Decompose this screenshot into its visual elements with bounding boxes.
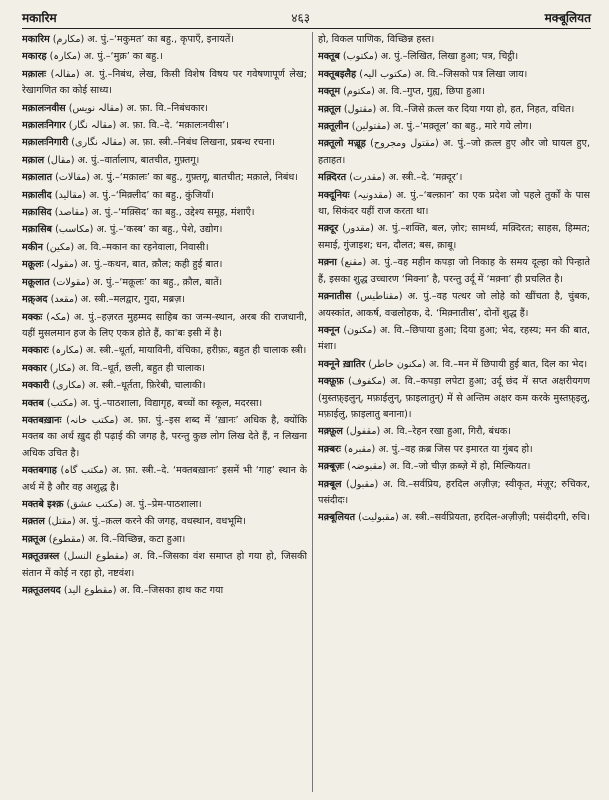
dictionary-entry: मक्कारी (مکاری) अ. स्त्री.–धूर्तता, फ़िरेबी, चालाकी। xyxy=(22,380,206,392)
definition: अ. स्त्री.–धूर्तता, फ़िरेबी, चालाकी। xyxy=(88,380,206,392)
headword: मक़ूलः xyxy=(22,259,44,271)
dictionary-entry: मक्कार (مکار) अ. वि.–धूर्त, छली, बहुत ही चालाक। xyxy=(22,362,206,374)
dictionary-entry: मक़्फ़ूल (مقفول) अ. वि.–रेहन रखा हुआ, गिरौ, बंधक। xyxy=(318,426,511,438)
urdu-spelling: مقالہ نگار xyxy=(72,120,113,132)
dictionary-entry: मक्कः (مکہ) अ. पुं.–हज़रत मुहम्मद साहिब का जन्म-स्थान, अरब की राजधानी, यहीं मुसलमान हज के लिए एकत्र होते हैं, का'बः इसी में है। xyxy=(22,311,307,339)
urdu-spelling: مکار xyxy=(53,362,72,374)
dictionary-entry: मकारह (مکارہ) अ. पुं.–‘मुक्र’ का बहु.। xyxy=(22,51,163,63)
definition: अ. पुं.–‘मिक़्लीद’ का बहु., कुंजियाँ। xyxy=(89,189,214,201)
definition: अ. पुं.–लिखित, लिखा हुआ; पत्र, चिट्ठी। xyxy=(380,51,519,63)
headword: मक़ाल xyxy=(22,154,45,166)
definition: अ. फ़ा. वि.–निबंधकार। xyxy=(126,102,208,114)
headword: मक्तूम xyxy=(318,86,341,98)
headword: मक़्बूलियत xyxy=(318,512,356,524)
headword: मक़्तल xyxy=(22,516,45,528)
definition: अ. स्त्री.–सर्वप्रियता, हरदिल-अज़ीज़ी; पसंदीदगी, रुचि। xyxy=(401,512,590,524)
dictionary-entry: मक़्तूअ (مقطوع) अ. वि.–विच्छिन्न, कटा हुआ। xyxy=(22,533,186,545)
definition: अ. वि.–मन में छिपायी हुई बात, दिल का भेद। xyxy=(428,358,588,370)
definition: अ. फ़ा. स्त्री.–दे. ‘मक्तबख़ानः’ इसमें भी ‘गाह’ स्थान के अर्थ में है और वह अशुद्ध है। xyxy=(22,465,307,493)
headword: मक़ासिब xyxy=(22,224,53,236)
definition: अ. पुं.–‘मक़्सिद’ का बहु., उद्देश्य समूह, मंशाएँ। xyxy=(91,207,255,219)
dictionary-entry: मक़ालः (مقالہ) अ. पुं.–निबंध, लेख, किसी विशेष विषय पर गवेषणापूर्ण लेख; रेखागणित का कोई साध्य। xyxy=(22,68,307,97)
urdu-spelling: مکارم xyxy=(56,34,81,45)
headword: मक़्अद xyxy=(22,294,48,306)
dictionary-entry: मक़्तल (مقتل) अ. पुं.–क़त्ल करने की जगह, वधस्थान, वधभूमि। xyxy=(22,516,246,528)
definition: अ. पुं.–कथन, बात, क़ौल; कही हुई बात। xyxy=(80,259,223,271)
dictionary-entry: मक्दूनियः (مقدونیہ) अ. पुं.–‘बल्क़ान’ का एक प्रदेश जो पहले तुर्कों के पास था, सिकंदर यहीं राज करता था। xyxy=(318,189,590,218)
definition: अ. वि.–जिसका हाथ कट गया xyxy=(119,585,224,596)
definition: अ. वि.–मकान का रहनेवाला, निवासी। xyxy=(77,241,209,253)
definition: अ. पुं.–वह महीन कपड़ा जो निकाह के समय दूल्हा को पिन्हाते हैं, इसका शुद्ध उच्चारण ‘मिक्ना’ है, परन्तु उर्दू में ‘मक़्ना’ ही प्रचलित है। xyxy=(318,257,590,285)
header-right-word: मक्बूलियत xyxy=(544,10,591,25)
headword: मक्तूबइलैह xyxy=(318,68,357,80)
dictionary-entry: मक़ालीद (مقالید) अ. पुं.–‘मिक़्लीद’ का बहु., कुंजियाँ। xyxy=(22,189,214,201)
headword: मक़्तूअ xyxy=(22,533,46,545)
headword: मक़्बरः xyxy=(318,443,341,455)
headword: मकारह xyxy=(22,51,47,63)
dictionary-entry: मक्तूम (مکتوم) अ. वि.–गुप्त, गुह्य, छिपा हुआ। xyxy=(318,86,485,98)
definition: अ. वि.–सर्वप्रिय, हरदिल अज़ीज़; स्वीकृत, मंज़ूर; रुचिकर, पसंदीदः। xyxy=(318,478,590,506)
urdu-spelling: مقال xyxy=(50,154,71,166)
definition: अ. पुं.–‘मक़ालः’ का बहु., गुफ़्तगू, बातचीत; मक़ाले, निबंध। xyxy=(93,172,298,184)
urdu-spelling: مکہ xyxy=(50,311,67,323)
definition: अ. वि.–धूर्त, छली, बहुत ही चालाक। xyxy=(78,362,206,374)
urdu-spelling: مکتب xyxy=(50,397,74,409)
definition: अ. पुं.–‘मकुमत’ का बहु., कृपाएँ, इनायतें। xyxy=(87,34,234,45)
dictionary-entry: मक्तब (مکتب) अ. पुं.–पाठशाला, विद्यागृह, बच्चों का स्कूल, मदरसा। xyxy=(22,397,263,409)
dictionary-entry: मक्कारः (مکارہ) अ. स्त्री.–धूर्ता, मायाविनी, वंचिका, हरीफ़ः, बहुत ही चालाक स्त्री। xyxy=(22,345,307,357)
dictionary-entry: मक़ालःनिगारी (مقالہ نگاری) अ. फ़ा. स्त्री.–निबंध लिखना, प्रबन्ध रचना। xyxy=(22,137,276,149)
dictionary-entry xyxy=(318,32,590,48)
urdu-spelling: مقعد xyxy=(54,294,74,306)
definition: अ. पुं.–क़त्ल करने की जगह, वधस्थान, वधभूमि। xyxy=(78,516,246,528)
urdu-spelling: مکین xyxy=(49,241,71,253)
urdu-spelling: مکارہ xyxy=(55,345,80,357)
dictionary-entry: मक़ूलः (مقولہ) अ. पुं.–कथन, बात, क़ौल; कही हुई बात। xyxy=(22,259,223,271)
urdu-spelling: مقبول xyxy=(349,478,375,490)
definition: अ. फ़ा. वि.–दे. ‘मक़ालःनवीस’। xyxy=(119,120,229,132)
headword: मक्नून xyxy=(318,324,340,336)
dictionary-entry: मक़्अद (مقعد) अ. स्त्री.–मलद्वार, गुदा, मब्रज़। xyxy=(22,294,185,306)
urdu-spelling: مکتوم xyxy=(346,86,372,98)
dictionary-entry: मक़्बरः (مقبرہ) अ. पुं.–वह क़ब्र जिस पर इमारत या गुंबद हो। xyxy=(318,443,533,455)
definition: अ. पुं.–प्रेम-पाठशाला। xyxy=(125,498,202,510)
headword: मक्तबगाह xyxy=(22,465,57,477)
definition: अ. पुं.–‘कस्ब’ का बहु., पेशे, उद्योग। xyxy=(96,224,223,236)
definition: अ. वि.–छिपाया हुआ; दिया हुआ; भेद, रहस्य; मन की बात, मंशा। xyxy=(318,324,590,353)
headword: मकीन xyxy=(22,241,43,253)
urdu-spelling: مقالہ xyxy=(54,68,76,80)
dictionary-entry: मक़्तूउलयद (مقطوع الید) अ. वि.–जिसका हाथ कट गया xyxy=(22,585,224,596)
headword: मक़ालः xyxy=(22,68,47,80)
urdu-spelling: مکاسب xyxy=(58,224,90,236)
headword: मक्फ़ूफ़ xyxy=(318,376,344,388)
headword: मक्तूब xyxy=(318,51,340,63)
headword: मक़्तूलीन xyxy=(318,121,349,133)
urdu-spelling: مقالہ نویس xyxy=(72,102,120,114)
definition: हो, विकल पाणिक, विच्छिन्न हस्त। xyxy=(318,34,435,45)
urdu-spelling: مقبولیت xyxy=(361,512,395,524)
headword: मक्तबख़ानः xyxy=(22,414,62,426)
urdu-spelling: مقنع xyxy=(344,257,363,269)
urdu-spelling: مقطوع xyxy=(52,533,82,545)
definition: अ. पुं.–वार्तालाप, बातचीत, गुफ़्तगू। xyxy=(77,154,200,166)
dictionary-entry: मक्तूबइलैह (مکتوب الیہ) अ. वि.–जिसको पत्र लिखा जाय। xyxy=(318,68,528,80)
page-header xyxy=(22,6,591,29)
urdu-spelling: مقدور xyxy=(345,223,371,235)
dictionary-entry: मक़ूलात (مقولات) अ. पुं.–‘मक़ूलः’ का बहु., क़ौल, बातें। xyxy=(22,276,223,288)
headword: मक्नूने ख़ातिर xyxy=(318,358,366,370)
headword: मक़्तूउन्नस्ल xyxy=(22,551,60,563)
dictionary-entry: मक़्तूलीन (مقتولین) अ. पुं.–‘मक़्तूल’ का बहु., मारे गये लोग। xyxy=(318,121,532,133)
urdu-spelling: مقفول xyxy=(349,426,377,438)
urdu-spelling: مقالات xyxy=(58,172,87,184)
urdu-spelling: مقتل xyxy=(51,516,72,528)
urdu-spelling: مقالید xyxy=(58,189,83,201)
urdu-spelling: مکنون خاطر xyxy=(372,358,423,370)
column-divider xyxy=(312,32,313,792)
definition: अ. फ़ा. पुं.–इस शब्द में ‘ख़ानः’ अधिक है, क्योंकि मक्तब का अर्थ ख़ुद ही पढ़ाई की जगह है, परन्तु कुछ लोग लिख देते हैं, न लिखना अधिक उचित है। xyxy=(22,414,307,459)
headword: मक़ालःनवीस xyxy=(22,102,66,114)
urdu-spelling: مقولات xyxy=(56,276,86,288)
urdu-spelling: مکاری xyxy=(56,380,82,392)
definition: अ. पुं.–‘मुक्र’ का बहु.। xyxy=(83,51,163,63)
definition: अ. स्त्री.–धूर्ता, मायाविनी, वंचिका, हरीफ़ः, बहुत ही चालाक स्त्री। xyxy=(85,345,307,357)
definition: अ. वि.–जिसका वंश समाप्त हो गया हो, जिसकी संतान में कोई न रहा हो, नष्टवंश। xyxy=(22,551,307,579)
headword: मकारिम xyxy=(22,34,50,45)
urdu-spelling: مقتول xyxy=(347,103,373,115)
headword: मक़्तूलो मज़्रूह xyxy=(318,138,366,150)
definition: अ. वि.–जिसको पत्र लिखा जाय। xyxy=(414,68,528,80)
headword: मक़्बूल xyxy=(318,478,342,490)
definition: अ. वि.–गुप्त, गुह्य, छिपा हुआ। xyxy=(377,86,485,98)
definition: अ. पुं.–वह क़ब्र जिस पर इमारत या गुंबद हो। xyxy=(378,443,533,455)
dictionary-entry: मक़्दूर (مقدور) अ. पुं.–शक्ति, बल, ज़ोर; सामर्थ्य, मक़्दिरत; साहस, हिम्मत; समाई, गुंजाइश; धन, दौलत; बस, क़ाबू। xyxy=(318,223,590,251)
dictionary-entry: मक़्बूज़ः (مقبوضہ) अ. वि.–जो चीज़ क़ब्ज़े में हो, मिल्कियत। xyxy=(318,461,531,473)
definition: अ. पुं.–पाठशाला, विद्यागृह, बच्चों का स्कूल, मदरसा। xyxy=(80,397,263,409)
definition: अ. पुं.–‘मक़ूलः’ का बहु., क़ौल, बातें। xyxy=(92,276,223,288)
headword: मक्तबे इश्क़ xyxy=(22,498,64,510)
header-left-word: मकारिम xyxy=(22,10,57,25)
dictionary-entry: मक़्बूलियत (مقبولیت) अ. स्त्री.–सर्वप्रियता, हरदिल-अज़ीज़ी; पसंदीदगी, रुचि। xyxy=(318,512,590,524)
dictionary-entry: मक्तूब (مکتوب) अ. पुं.–लिखित, लिखा हुआ; पत्र, चिट्ठी। xyxy=(318,51,519,63)
urdu-spelling: مکفوف xyxy=(351,376,383,388)
dictionary-entry: मक्नूने ख़ातिर (مکنون خاطر) अ. वि.–मन में छिपायी हुई बात, दिल का भेद। xyxy=(318,358,588,370)
dictionary-entry: मक्तबगाह (مکتب گاہ) अ. फ़ा. स्त्री.–दे. ‘मक्तबख़ानः’ इसमें भी ‘गाह’ स्थान के अर्थ में है और वह अशुद्ध है। xyxy=(22,465,307,493)
headword: मक़ालःनिगार xyxy=(22,120,66,132)
definition: अ. पुं.–निबंध, लेख, किसी विशेष विषय पर गवेषणापूर्ण लेख; रेखागणित का कोई साध्य। xyxy=(22,68,307,97)
headword: मक़्फ़ूल xyxy=(318,426,343,438)
headword: मक्कः xyxy=(22,311,43,323)
headword: मक्कारी xyxy=(22,380,50,392)
definition: अ. पुं.–वह पत्थर जो लोहे को खींचता है, चुंबक, अयस्कांत, आकर्ष, वज्रलोहक, दे. ‘मिक़्नातीस’, दोनों शुद्ध हैं। xyxy=(318,291,590,319)
headword: मक़ालीद xyxy=(22,189,52,201)
headword: मक़्दिरत xyxy=(318,172,347,184)
dictionary-entry: मक़्दिरत (مقدرت) अ. स्त्री.–दे. ‘मक़्दूर’। xyxy=(318,172,463,184)
headword: मक्कार xyxy=(22,362,47,374)
headword: मक़्तूल xyxy=(318,103,341,115)
dictionary-entry: मक़ाल (مقال) अ. पुं.–वार्तालाप, बातचीत, गुफ़्तगू। xyxy=(22,154,200,166)
dictionary-entry: मक्फ़ूफ़ (مکفوف) अ. वि.–कपड़ा लपेटा हुआ; उर्दू छंद में सप्त अक्षरीयगण (मुस्तफ़्इलुन्, मफ़ाईलुन्, फ़ाइलातुन्) में से अन्तिम अक्षर कम करके मुस्तफ़्इलु, मफ़ाईलु, फ़ाइलातु बनाना)। xyxy=(318,376,590,420)
headword: मक़्दूर xyxy=(318,223,339,235)
definition: अ. पुं.–‘मक़्तूल’ का बहु., मारे गये लोग। xyxy=(393,121,532,133)
dictionary-entry: मकारिम (مکارم) अ. पुं.–‘मकुमत’ का बहु., कृपाएँ, इनायतें। xyxy=(22,34,234,45)
dictionary-entry: मकीन (مکین) अ. वि.–मकान का रहनेवाला, निवासी। xyxy=(22,241,209,253)
definition: अ. पुं.–‘बल्क़ान’ का एक प्रदेश जो पहले तुर्कों के पास था, सिकंदर यहीं राज करता था। xyxy=(318,189,590,218)
headword: मक्दूनियः xyxy=(318,189,350,201)
urdu-spelling: مقاصد xyxy=(58,207,85,219)
headword: मक़्नातीस xyxy=(318,291,352,303)
headword: मक़ासिद xyxy=(22,207,52,219)
dictionary-entry: मक़ालात (مقالات) अ. पुं.–‘मक़ालः’ का बहु., गुफ़्तगू, बातचीत; मक़ाले, निबंध। xyxy=(22,172,298,184)
definition: अ. वि.–कपड़ा लपेटा हुआ; उर्दू छंद में सप्त अक्षरीयगण (मुस्तफ़्इलुन्, मफ़ाईलुन्, फ़ाइलातुन्) में से अन्तिम अक्षर कम करके मुस्तफ़्इलु, मफ़ाईलु, फ़ाइलातु बनाना)। xyxy=(318,376,590,420)
urdu-spelling: مکارہ xyxy=(53,51,78,63)
dictionary-entry: मक़्तूलो मज़्रूह (مقتول ومجروح) अ. पुं.–जो क़त्ल हुए और जो घायल हुए, हताहत। xyxy=(318,138,590,166)
urdu-spelling: مکتوب الیہ xyxy=(362,68,408,80)
dictionary-entry: मक़ालःनिगार (مقالہ نگار) अ. फ़ा. वि.–दे. ‘मक़ालःनवीस’। xyxy=(22,120,229,132)
dictionary-entry: मक़्बूल (مقبول) अ. वि.–सर्वप्रिय, हरदिल अज़ीज़; स्वीकृत, मंज़ूर; रुचिकर, पसंदीदः। xyxy=(318,478,590,506)
left-column xyxy=(22,32,307,794)
urdu-spelling: مکتب خانہ xyxy=(69,414,115,426)
urdu-spelling: مقولہ xyxy=(50,259,74,271)
headword: मक्तब xyxy=(22,397,44,409)
urdu-spelling: مقطوع الید xyxy=(67,585,113,596)
definition: अ. वि.–विच्छिन्न, कटा हुआ। xyxy=(87,533,186,545)
dictionary-entry: मक़्नातीस (مقناطیس) अ. पुं.–वह पत्थर जो लोहे को खींचता है, चुंबक, अयस्कांत, आकर्ष, वज्रलोहक, दे. ‘मिक़्नातीस’, दोनों शुद्ध हैं। xyxy=(318,291,590,319)
headword: मक़ालात xyxy=(22,172,53,184)
urdu-spelling: مکنون xyxy=(347,324,373,336)
definition: अ. स्त्री.–मलद्वार, गुदा, मब्रज़। xyxy=(80,294,185,306)
definition: अ. फ़ा. स्त्री.–निबंध लिखना, प्रबन्ध रचना। xyxy=(129,137,276,149)
dictionary-entry: मक़ासिद (مقاصد) अ. पुं.–‘मक़्सिद’ का बहु., उद्देश्य समूह, मंशाएँ। xyxy=(22,207,255,219)
headword: मक़्ना xyxy=(318,257,337,269)
dictionary-entry: मक़ालःनवीस (مقالہ نویس) अ. फ़ा. वि.–निबंधकार। xyxy=(22,102,208,114)
headword: मक्कारः xyxy=(22,345,49,357)
headword: मक़्बूज़ः xyxy=(318,461,345,473)
urdu-spelling: مقبرہ xyxy=(347,443,372,455)
dictionary-entry: मक्नून (مکنون) अ. वि.–छिपाया हुआ; दिया हुआ; भेद, रहस्य; मन की बात, मंशा। xyxy=(318,324,590,353)
urdu-spelling: مقناطیس xyxy=(360,291,399,303)
headword: मक़ूलात xyxy=(22,276,50,288)
urdu-spelling: مقالہ نگاری xyxy=(74,137,123,149)
definition: अ. वि.–जिसे क़त्ल कर दिया गया हो, हत, निहत, वधित। xyxy=(379,103,575,115)
urdu-spelling: مقدرت xyxy=(352,172,382,184)
dictionary-entry: मक्तबे इश्क़ (مکتب عشق) अ. पुं.–प्रेम-पाठशाला। xyxy=(22,498,202,510)
urdu-spelling: مکتوب xyxy=(346,51,374,63)
dictionary-entry: मक्तबख़ानः (مکتب خانہ) अ. फ़ा. पुं.–इस शब्द में ‘ख़ानः’ अधिक है, क्योंकि मक्तब का अर्थ ख़ुद ही पढ़ाई की जगह है, परन्तु कुछ लोग लिख देते हैं, न लिखना अधिक उचित है। xyxy=(22,414,307,459)
definition: अ. वि.–रेहन रखा हुआ, गिरौ, बंधक। xyxy=(383,426,511,438)
dictionary-entry: मक़ासिब (مکاسب) अ. पुं.–‘कस्ब’ का बहु., पेशे, उद्योग। xyxy=(22,224,223,236)
dictionary-entry: मक़्तूउन्नस्ल (مقطوع النسل) अ. वि.–जिसका वंश समाप्त हो गया हो, जिसकी संतान में कोई न रहा हो, नष्टवंश। xyxy=(22,551,307,579)
definition: अ. पुं.–जो क़त्ल हुए और जो घायल हुए, हताहत। xyxy=(318,138,590,166)
right-column xyxy=(318,32,590,794)
dictionary-entry: मक़्ना (مقنع) अ. पुं.–वह महीन कपड़ा जो निकाह के समय दूल्हा को पिन्हाते हैं, इसका शुद्ध उच्चारण ‘मिक्ना’ है, परन्तु उर्दू में ‘मक़्ना’ ही प्रचलित है। xyxy=(318,257,590,285)
urdu-spelling: مکتب عشق xyxy=(70,498,119,510)
page-number: ४६३ xyxy=(291,10,311,25)
urdu-spelling: مکتب گاہ xyxy=(64,465,104,477)
dictionary-entry: मक़्तूल (مقتول) अ. वि.–जिसे क़त्ल कर दिया गया हो, हत, निहत, वधित। xyxy=(318,103,575,115)
urdu-spelling: مقتول ومجروح xyxy=(373,138,436,150)
urdu-spelling: مقطوع النسل xyxy=(67,551,125,563)
urdu-spelling: مقبوضہ xyxy=(350,461,383,473)
definition: अ. पुं.–हज़रत मुहम्मद साहिब का जन्म-स्थान, अरब की राजधानी, यहीं मुसलमान हज के लिए एकत्र होते हैं, का'बः इसी में है। xyxy=(22,311,307,339)
urdu-spelling: مقتولین xyxy=(355,121,387,133)
headword: मक़्तूउलयद xyxy=(22,585,61,596)
urdu-spelling: مقدونیہ xyxy=(357,189,389,201)
definition: अ. स्त्री.–दे. ‘मक़्दूर’। xyxy=(388,172,463,184)
definition: अ. वि.–जो चीज़ क़ब्ज़े में हो, मिल्कियत। xyxy=(389,461,531,473)
headword: मक़ालःनिगारी xyxy=(22,137,69,149)
definition: अ. पुं.–शक्ति, बल, ज़ोर; सामर्थ्य, मक़्दिरत; साहस, हिम्मत; समाई, गुंजाइश; धन, दौलत; बस, क़ाबू। xyxy=(318,223,590,251)
